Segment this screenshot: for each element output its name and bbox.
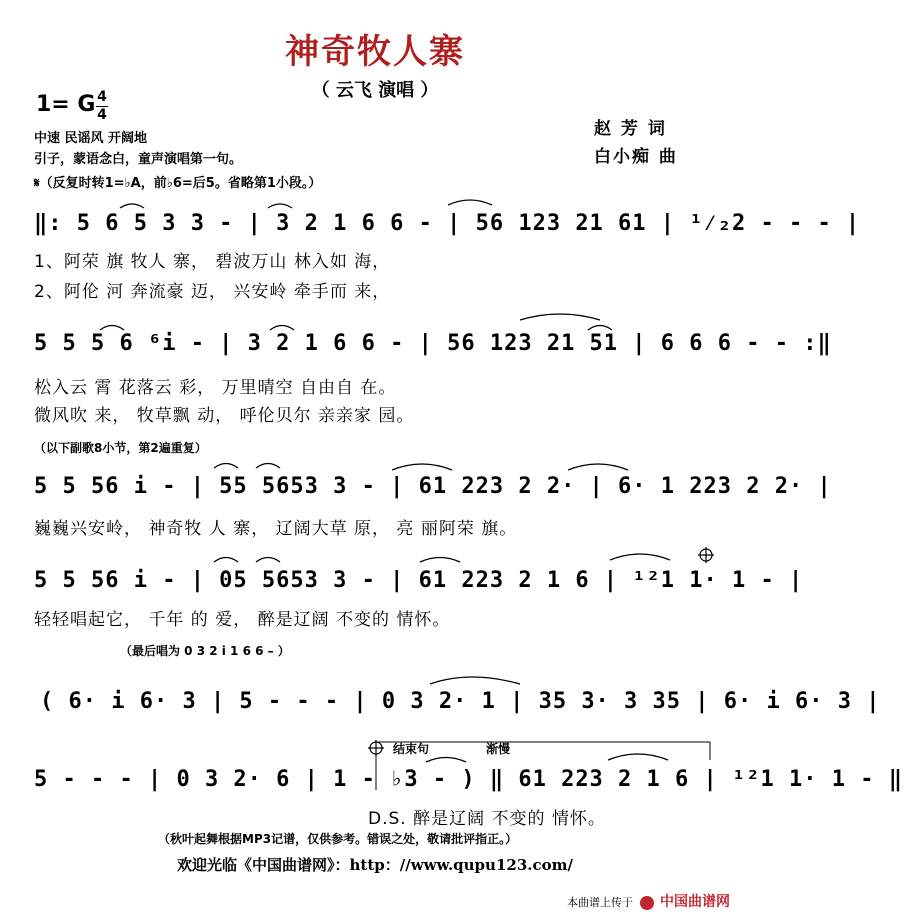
slur [120,204,144,208]
ritardando-label: 渐慢 [486,742,511,756]
notation-row-5: ( 6· i 6· 3 | 5 - - - | 0 3 2· 1 | 35 3· 3 35 | 6· i 6· 3 | [40,689,881,714]
lyrics-row-4: 轻轻唱起它， 千年 的 爱， 醉是辽阔 不变的 情怀。 [34,610,451,630]
composer-credit: 白小痴 曲 [594,147,678,167]
slur [420,558,460,563]
notation-row-2: 5 5 5 6 ⁶i - | 3 2 1 6 6 - | 56 123 21 51 | 6 6 6 - - :‖ [34,331,832,356]
intro-note: 引子，蒙语念白，童声演唱第一句。 [34,152,243,167]
slur [520,314,600,320]
ending-label: 结束句 [393,742,430,756]
notation-row-6: 5 - - - | 0 3 2· 6 | 1 - ♭3 - ) ‖ 61 223 2 1 6 | ¹²1 1· 1 - ‖ [34,767,903,792]
upload-note: 本曲谱上传于 [567,896,633,909]
slur [610,554,670,560]
site-logo-text: 中国曲谱网 [660,894,730,910]
key-signature: 1= G [36,92,96,117]
lyrics-row-6: D.S. 醉是辽阔 不变的 情怀。 [368,809,606,829]
slur [448,200,492,205]
last-time-note: （最后唱为 0 3 2 i 1 6 6 – ） [120,644,290,658]
lyrics-row-3: 巍巍兴安岭， 神奇牧 人 寨， 辽阔大草 原， 亮 丽阿荣 旗。 [34,519,518,539]
coda-icon [698,547,714,563]
meter-bottom: 4 [97,107,107,123]
slur [392,464,452,470]
slur [100,326,124,331]
slur [568,464,628,470]
notation-row-3: 5 5 56 i - | 55 5653 3 - | 61 223 2 2· | 6· 1 223 2 2· | [34,474,832,499]
lyrics-row-2-verse-2: 微风吹 来， 牧草飘 动， 呼伦贝尔 亲亲家 园。 [34,406,415,426]
slur [214,558,238,563]
meter-top: 4 [97,89,107,105]
notation-row-4: 5 5 56 i - | 05 5653 3 - | 61 223 2 1 6 | ¹²1 1· 1 - | [34,568,804,593]
slur [256,464,280,469]
lyricist-credit: 赵 芳 词 [594,119,667,139]
lyrics-row-1-verse-1: 1、阿荣 旗 牧人 寨， 碧波万山 林入如 海， [34,252,391,272]
slur [270,326,294,331]
footnote: （秋叶起舞根据MP3记谱，仅供参考。错误之处，敬请批评指正。） [158,832,518,846]
notation-row-1: ‖: 5 6 5 3 3 - | 3 2 1 6 6 - | 56 123 21 61 | ¹⁄₂2 - - - | [34,211,861,236]
slur [608,754,668,760]
tempo-marking: 中速 民谣风 开阔地 [34,131,148,146]
lyrics-row-2-verse-1: 松入云 霄 花落云 彩， 万里晴空 自由自 在。 [34,378,397,398]
repeat-note: 𝄋（反复时转1=♭A，前♭6=后5。省略第1小段。） [34,176,322,191]
slur [588,326,612,331]
chorus-note: （以下副歌8小节，第2遍重复） [34,441,207,455]
slur [426,758,466,763]
singer-label: （ 云飞 演唱 ） [311,80,439,101]
slur [430,677,520,684]
slur [268,204,292,208]
lyrics-row-1-verse-2: 2、阿伦 河 奔流豪 迈， 兴安岭 牵手而 来， [34,282,391,302]
page-title: 神奇牧人寨 [285,32,465,72]
slur [214,464,238,469]
slur [256,558,280,563]
site-banner: 欢迎光临《中国曲谱网》：http：//www.qupu123.com/ [177,856,573,874]
